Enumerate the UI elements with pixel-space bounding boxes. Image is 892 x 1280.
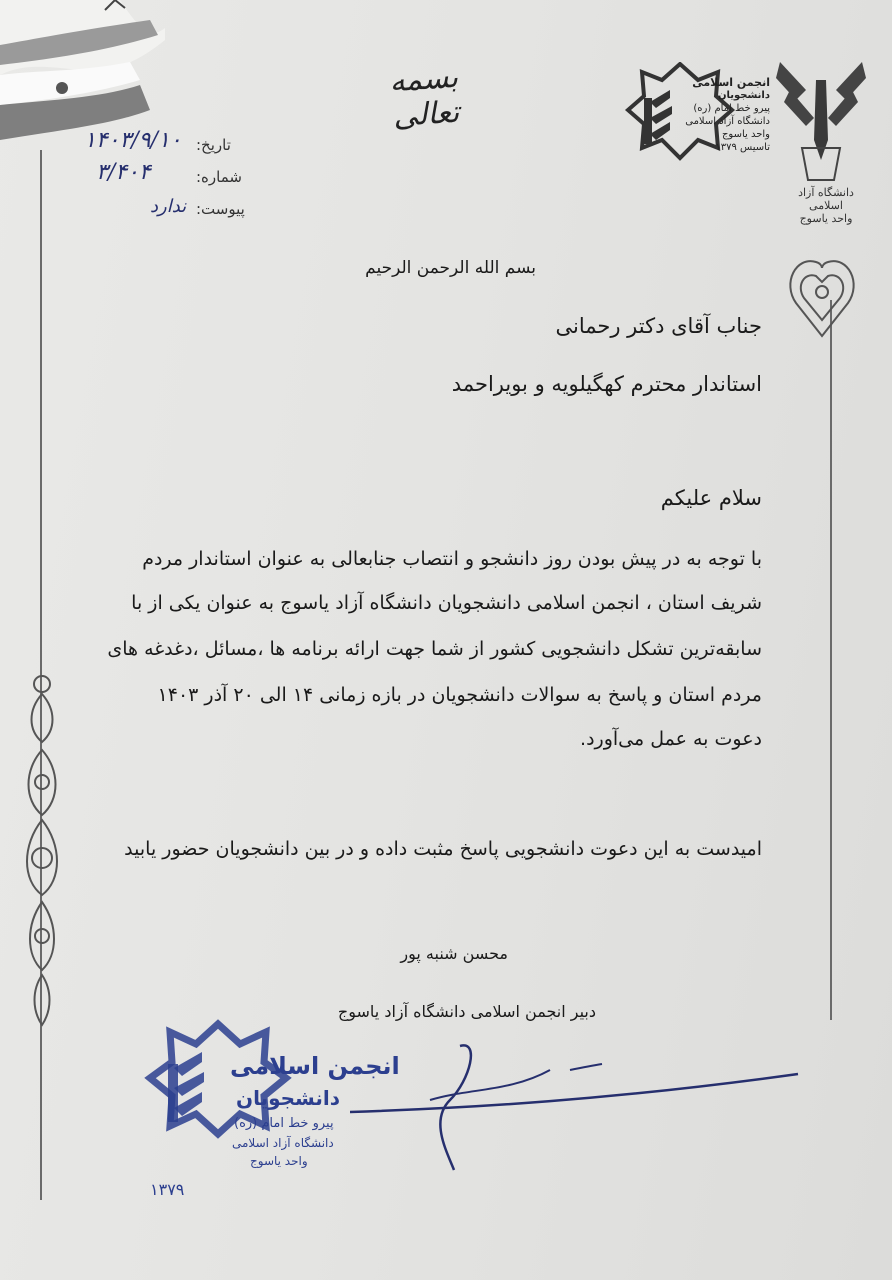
recipient-name: جناب آقای دکتر رحمانی [555, 314, 762, 338]
paragraph-line: دعوت به عمل می‌آورد. [580, 728, 762, 750]
association-line: انجمن اسلامی [692, 76, 770, 89]
stamp-year: ۱۳۷۹ [150, 1180, 185, 1199]
signer-name: محسن شنبه پور [400, 944, 508, 963]
association-line: پیرو خط امام (ره) [693, 103, 770, 114]
association-line: واحد یاسوج [721, 129, 770, 140]
university-caption-line: دانشگاه آزاد اسلامی [798, 186, 854, 212]
date-value: ۱۴۰۳/۹/۱۰ [84, 128, 182, 153]
signature-icon [350, 1040, 810, 1180]
number-value: ۳/۴۰۴ [96, 160, 151, 185]
stamp-line: دانشجویان [236, 1086, 341, 1110]
university-logo-icon [776, 60, 866, 190]
stamp-line: دانشگاه آزاد اسلامی [232, 1136, 334, 1150]
university-caption-line: واحد یاسوج [799, 212, 853, 225]
number-label: شماره: [196, 168, 242, 186]
university-caption [796, 186, 856, 225]
recipient-title: استاندار محترم کهگیلویه و بویراحمد [451, 372, 762, 396]
closing-line: امیدست به این دعوت دانشجویی پاسخ مثبت داده و در بین دانشجویان حضور یابید [124, 838, 762, 860]
header-calligraphy: بسمه تعالی [388, 59, 461, 135]
date-label: تاریخ: [196, 136, 231, 154]
association-line: دانشجویان [717, 90, 770, 101]
right-border-line [830, 300, 832, 1020]
paragraph-line: مردم استان و پاسخ به سوالات دانشجویان در بازه زمانی ۱۴ الی ۲۰ آذر ۱۴۰۳ [157, 684, 762, 706]
attachment-value: ندارد [150, 196, 187, 217]
attachment-label: پیوست: [196, 200, 245, 218]
stamp-line: پیرو خط امام (ره) [234, 1116, 334, 1131]
greeting: سلام علیکم [660, 486, 762, 510]
association-logo-text [678, 76, 770, 154]
bismillah-text: بسم الله الرحمن الرحیم [365, 258, 536, 278]
paragraph-line: با توجه به در پیش بودن روز دانشجو و انتصاب جنابعالی به عنوان استاندار مردم [142, 548, 762, 570]
stamp-line: واحد یاسوج [250, 1154, 308, 1168]
stamp-line: انجمن اسلامی [230, 1052, 400, 1080]
left-ornament-icon [18, 670, 66, 1030]
association-line: دانشگاه آزاد اسلامی [685, 116, 770, 127]
association-line: تاسیس ۱۳۷۹ [715, 142, 770, 153]
paragraph-line: شریف استان ، انجمن اسلامی دانشجویان دانشگاه آزاد یاسوج به عنوان یکی از با [131, 592, 762, 614]
paragraph-line: سابقه‌ترین تشکل دانشجویی کشور از شما جهت ارائه برنامه ها ،مسائل ،دغدغه های [107, 638, 762, 660]
right-ornament-icon [786, 248, 858, 338]
signer-title: دبیر انجمن اسلامی دانشگاه آزاد یاسوج [337, 1002, 596, 1021]
